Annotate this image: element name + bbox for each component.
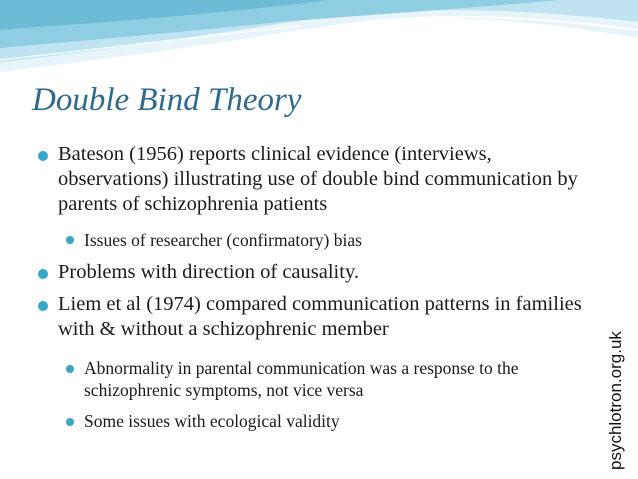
- sub-bullet-text: Abnormality in parental communication was a response to the schizophrenic symptoms, not vice versa: [84, 358, 519, 400]
- bullet-marker: [38, 269, 48, 279]
- sub-bullet-text: Some issues with ecological validity: [84, 411, 340, 431]
- bullet-text: Bateson (1956) reports clinical evidence (interviews, observations) illustrating use of double bind communication by parents of schizophrenia patients: [58, 143, 578, 215]
- sub-bullet-text: Issues of researcher (confirmatory) bias: [84, 230, 362, 250]
- bullet-text: Liem et al (1974) compared communication patterns in families with & without a schizophrenic member: [58, 293, 582, 340]
- bullet-marker: [38, 151, 48, 161]
- sub-bullet-marker: [66, 365, 74, 373]
- sub-bullet-marker: [66, 418, 74, 426]
- sub-bullet-marker: [66, 236, 74, 244]
- watermark-text: psychlotron.org.uk: [606, 331, 625, 470]
- slide-title: Double Bind Theory: [32, 82, 302, 118]
- bullet-marker: [38, 301, 48, 311]
- bullet-text: Problems with direction of causality.: [58, 261, 359, 283]
